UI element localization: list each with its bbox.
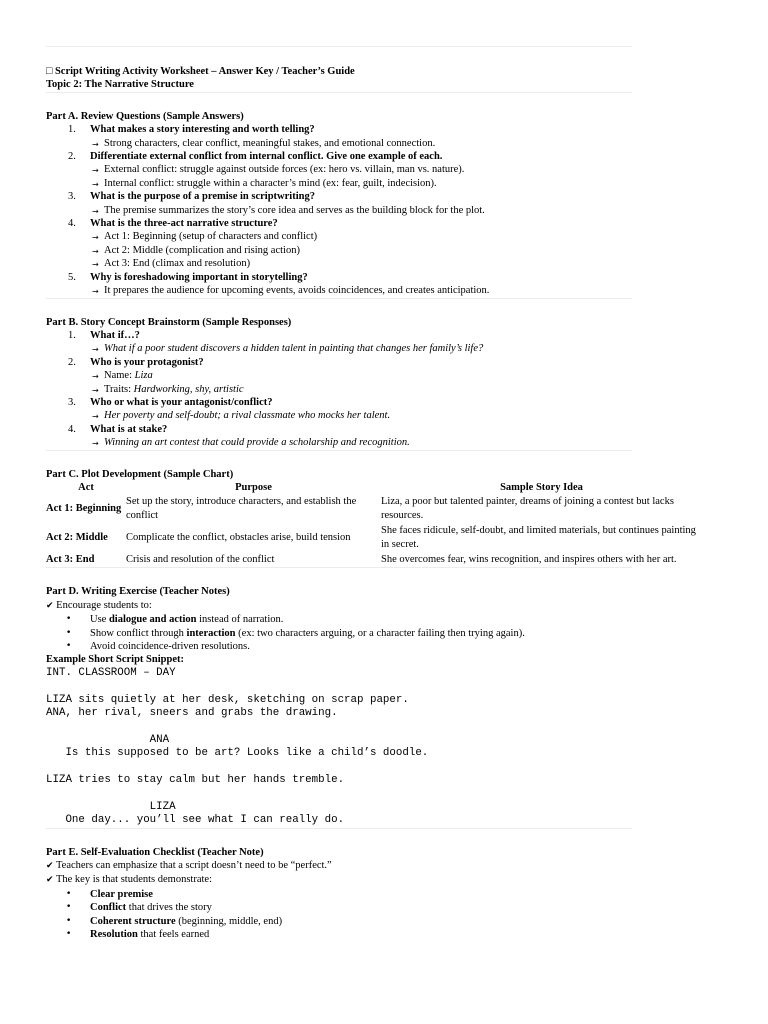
part-e-note — [46, 873, 632, 887]
checklist-text: that drives the story — [126, 902, 212, 914]
checkmark-icon: ✔ — [46, 875, 54, 886]
list-item — [46, 190, 632, 203]
script-line — [46, 720, 632, 733]
arrow-icon: → — [92, 166, 99, 176]
plot-development-table — [46, 481, 702, 567]
bullet-icon: • — [66, 627, 72, 638]
part-e-note — [46, 859, 632, 873]
table-row — [46, 494, 702, 523]
arrow-icon: → — [92, 139, 99, 149]
idea-cell: Liza, a poor but talented painter, dreams of joining a contest but lacks resources. — [381, 496, 674, 521]
script-line — [46, 761, 632, 774]
bullet-icon: • — [66, 902, 72, 913]
question-text: What makes a story interesting and worth telling? — [90, 124, 315, 136]
list-item — [46, 150, 632, 163]
bullet-icon: • — [66, 929, 72, 940]
script-line: LIZA sits quietly at her desk, sketching on scrap paper. — [46, 693, 409, 706]
answer-line — [46, 230, 632, 243]
arrow-icon: → — [92, 233, 99, 243]
column-header-act: Act — [78, 481, 94, 493]
question-text: What if…? — [90, 329, 140, 341]
script-line: One day... you’ll see what I can really do. — [46, 814, 345, 827]
script-line: LIZA tries to stay calm but her hands tremble. — [46, 774, 345, 787]
answer-line — [46, 257, 632, 270]
arrow-icon: → — [92, 412, 99, 422]
list-item — [46, 627, 632, 640]
act-cell: Act 3: End — [46, 554, 95, 565]
list-item — [46, 123, 632, 136]
question-number: 2. — [68, 151, 76, 163]
script-line: Is this supposed to be art? Looks like a child’s doodle. — [46, 747, 429, 760]
bullet-icon: • — [66, 641, 72, 652]
answer-text: Hardworking, shy, artistic — [133, 383, 244, 395]
checklist-text: that feels earned — [137, 929, 210, 941]
answer-text: What if a poor student discovers a hidden talent in painting that changes her family’s life? — [104, 343, 484, 355]
answer-line — [46, 284, 632, 297]
part-d-bullet-list — [46, 613, 632, 653]
part-b-question-list — [46, 329, 632, 450]
script-line: INT. CLASSROOM – DAY — [46, 666, 176, 679]
part-c-title: Part C. Plot Development (Sample Chart) — [46, 468, 234, 480]
purpose-cell: Crisis and resolution of the conflict — [126, 554, 275, 565]
question-number: 3. — [68, 396, 76, 408]
answer-line — [46, 177, 632, 190]
list-item — [46, 271, 632, 284]
answer-line — [46, 137, 632, 150]
answer-line — [46, 204, 632, 217]
answer-line — [46, 369, 632, 382]
checklist-item — [46, 928, 632, 941]
arrow-icon: → — [92, 345, 99, 355]
answer-text: Liza — [134, 370, 153, 382]
answer-text: It prepares the audience for upcoming events, avoids coincidences, and creates anticipation. — [104, 285, 490, 297]
script-snippet — [46, 667, 632, 828]
question-text: What is at stake? — [90, 423, 168, 435]
answer-text: Strong characters, clear conflict, meaningful stakes, and emotional connection. — [104, 137, 436, 149]
purpose-cell: Complicate the conflict, obstacles arise, build tension — [126, 531, 351, 543]
bullet-text: instead of narration. — [196, 614, 284, 626]
answer-text: External conflict: struggle against outside forces (ex: hero vs. villain, man vs. nature). — [104, 164, 465, 176]
part-a-title: Part A. Review Questions (Sample Answers) — [46, 110, 244, 122]
column-header-purpose: Purpose — [235, 481, 272, 493]
checklist — [46, 888, 632, 942]
checklist-item — [46, 888, 632, 901]
script-line: ANA — [46, 733, 170, 746]
arrow-icon: → — [92, 385, 99, 395]
arrow-icon: → — [92, 287, 99, 297]
bullet-icon: • — [66, 888, 72, 899]
note-text: The key is that students demonstrate: — [55, 874, 212, 886]
arrow-icon: → — [92, 246, 99, 256]
question-number: 4. — [68, 218, 76, 230]
act-cell: Act 2: Middle — [46, 531, 108, 543]
answer-text: The premise summarizes the story’s core idea and serves as the building block for the plot. — [104, 204, 485, 216]
arrow-icon: → — [92, 439, 99, 449]
part-a-question-list — [46, 123, 632, 297]
bullet-icon: • — [66, 614, 72, 625]
arrow-icon: → — [92, 260, 99, 270]
answer-line — [46, 163, 632, 176]
answer-line — [46, 436, 632, 449]
list-item — [46, 396, 632, 409]
document-topic: Topic 2: The Narrative Structure — [46, 79, 194, 91]
bullet-text: Use — [90, 614, 109, 626]
document-header — [46, 65, 632, 92]
question-number: 4. — [68, 423, 76, 435]
list-item — [46, 356, 632, 369]
answer-label: Name: — [104, 370, 135, 382]
checklist-bold: Conflict — [90, 902, 127, 914]
answer-text: Winning an art contest that could provide a scholarship and recognition. — [104, 437, 410, 449]
idea-cell: She overcomes fear, wins recognition, and inspires others with her art. — [381, 554, 677, 565]
arrow-icon: → — [92, 372, 99, 382]
answer-line — [46, 342, 632, 355]
bullet-bold: interaction — [186, 627, 236, 639]
script-line: LIZA — [46, 800, 176, 813]
bullet-text: Avoid coincidence-driven resolutions. — [90, 641, 250, 653]
answer-line — [46, 409, 632, 422]
arrow-icon: → — [92, 206, 99, 216]
part-d-title: Part D. Writing Exercise (Teacher Notes) — [46, 586, 230, 598]
part-b-title: Part B. Story Concept Brainstorm (Sample Responses) — [46, 316, 292, 328]
list-item — [46, 613, 632, 626]
intro-text: Encourage students to: — [56, 599, 152, 611]
answer-line — [46, 244, 632, 257]
checkmark-icon: ✔ — [46, 861, 54, 872]
checklist-item — [46, 915, 632, 928]
checklist-item — [46, 901, 632, 914]
document-title: □ Script Writing Activity Worksheet – Answer Key / Teacher’s Guide — [46, 66, 355, 77]
part-d-intro — [46, 599, 632, 613]
checklist-text: (beginning, middle, end) — [175, 915, 283, 927]
bullet-icon: • — [66, 915, 72, 926]
checklist-bold: Coherent structure — [90, 915, 176, 927]
question-text: What is the three-act narrative structure? — [90, 218, 278, 230]
part-e-title: Part E. Self-Evaluation Checklist (Teacher Note) — [46, 846, 264, 858]
table-row — [46, 523, 702, 552]
bullet-text: (ex: two characters arguing, or a character failing then trying again). — [235, 627, 525, 639]
question-number: 1. — [68, 329, 76, 341]
script-snippet-title: Example Short Script Snippet: — [46, 654, 184, 666]
list-item — [46, 640, 632, 653]
script-line — [46, 787, 632, 800]
checklist-bold: Resolution — [90, 929, 138, 941]
worksheet-page — [46, 46, 696, 942]
note-text: Teachers can emphasize that a script doesn’t need to be “perfect.” — [55, 860, 332, 872]
question-text: Differentiate external conflict from internal conflict. Give one example of each. — [90, 151, 443, 163]
question-text: What is the purpose of a premise in scriptwriting? — [90, 191, 315, 203]
act-cell: Act 1: Beginning — [46, 503, 122, 515]
answer-text: Internal conflict: struggle within a character’s mind (ex: fear, guilt, indecision). — [104, 177, 437, 189]
list-item — [46, 423, 632, 436]
answer-label: Traits: — [104, 383, 134, 395]
idea-cell: She faces ridicule, self-doubt, and limited materials, but continues painting in secret. — [381, 525, 696, 550]
question-text: Why is foreshadowing important in storytelling? — [90, 271, 308, 283]
question-number: 3. — [68, 191, 76, 203]
divider — [46, 46, 632, 47]
arrow-icon: → — [92, 179, 99, 189]
script-line: ANA, her rival, sneers and grabs the drawing. — [46, 707, 338, 720]
bullet-bold: dialogue and action — [108, 614, 197, 626]
purpose-cell: Set up the story, introduce characters, and establish the conflict — [126, 496, 357, 521]
question-text: Who is your protagonist? — [90, 356, 204, 368]
table-header-row — [46, 481, 702, 494]
question-number: 5. — [68, 271, 76, 283]
answer-text: Act 3: End (climax and resolution) — [104, 258, 251, 270]
answer-text: Act 2: Middle (complication and rising action) — [104, 244, 300, 256]
answer-text: Her poverty and self-doubt; a rival classmate who mocks her talent. — [104, 410, 391, 422]
question-number: 2. — [68, 356, 76, 368]
answer-text: Act 1: Beginning (setup of characters and conflict) — [104, 231, 318, 243]
answer-line — [46, 383, 632, 396]
list-item — [46, 217, 632, 230]
question-number: 1. — [68, 124, 76, 136]
table-row — [46, 552, 702, 567]
column-header-idea: Sample Story Idea — [500, 481, 583, 493]
script-line — [46, 680, 632, 693]
bullet-text: Show conflict through — [90, 627, 187, 639]
checkmark-icon: ✔ — [46, 600, 54, 611]
list-item — [46, 329, 632, 342]
checklist-bold: Clear premise — [90, 888, 153, 900]
question-text: Who or what is your antagonist/conflict? — [90, 396, 273, 408]
